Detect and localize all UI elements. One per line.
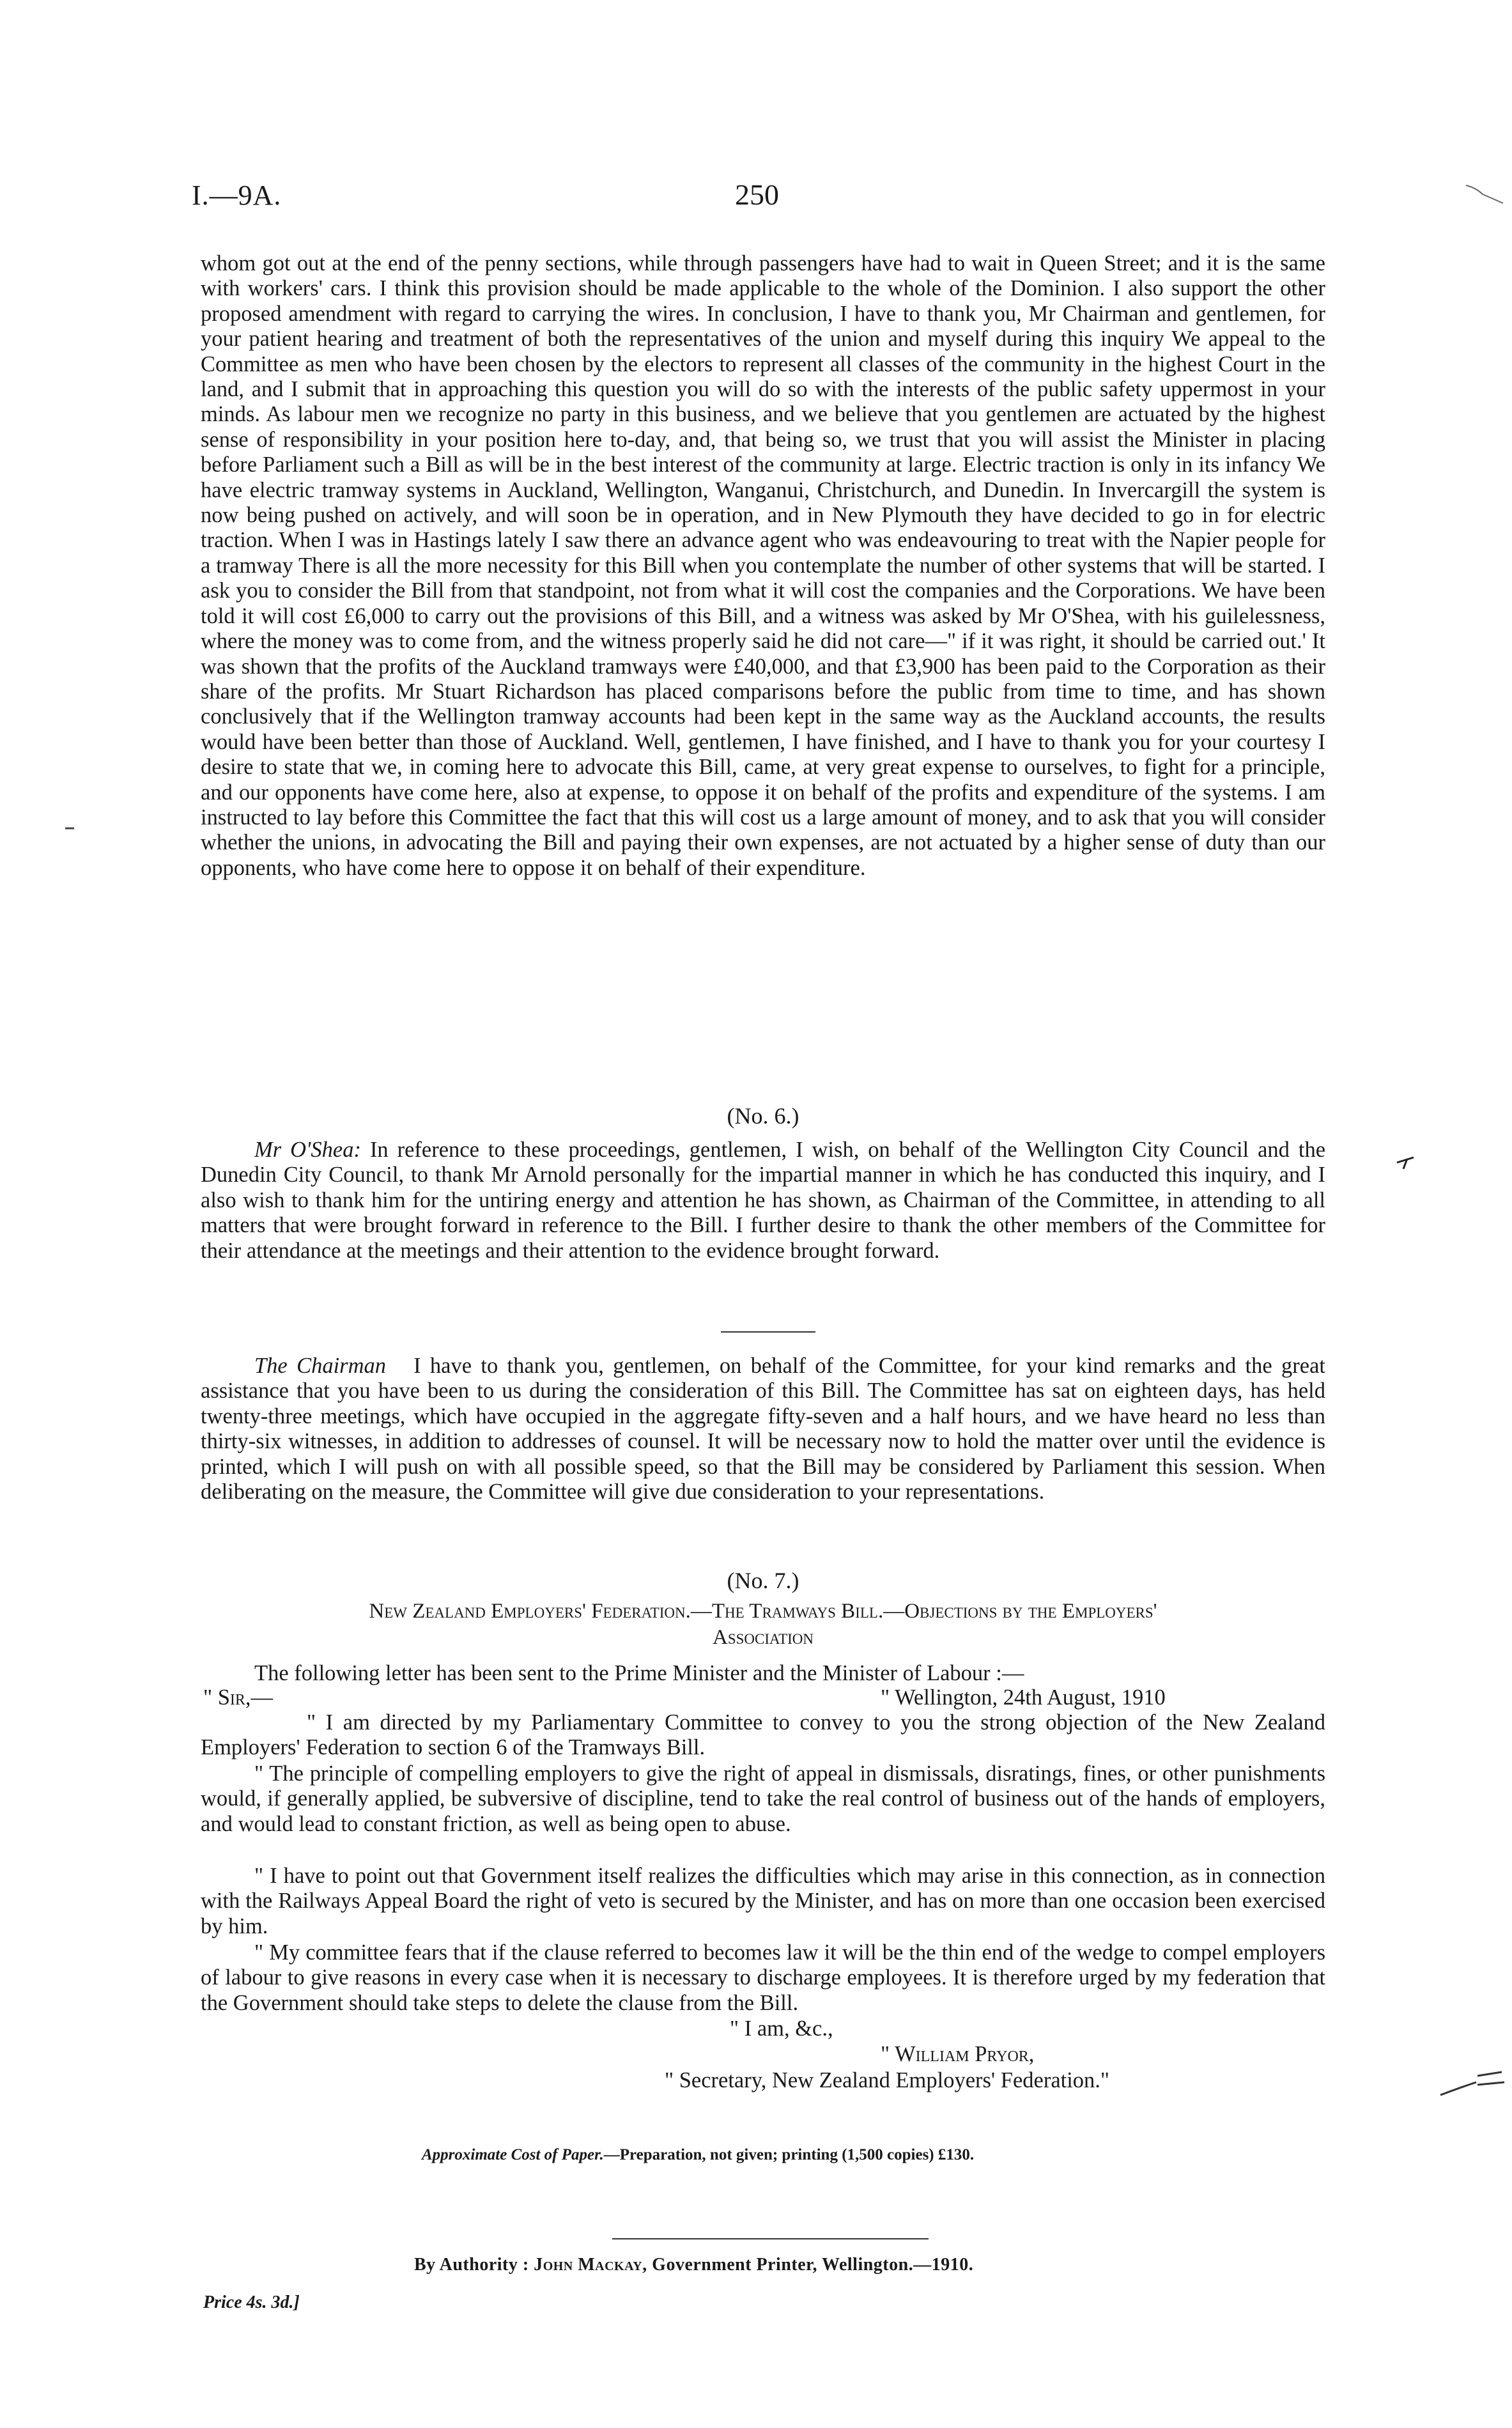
letter-intro: The following letter has been sent to the Prime Minister and the Minister of Labour :— — [254, 1661, 1024, 1685]
paper-cost-note — [422, 2146, 974, 2164]
authority-prefix: By Authority : — [414, 2255, 529, 2275]
letter-dateline: " Wellington, 24th August, 1910 — [881, 1685, 1166, 1710]
speech-continuation-paragraph: whom got out at the end of the penny sections, while through passengers have had to wait in Queen Street; and it is the same with workers' cars. I think this provision should be made applicable to the whole of the Dominion. I also support the other proposed amendment with regard to carrying the wires. In conclusion, I have to thank you, Mr Chairman and gentlemen, for your patient hearing and treatment of both the representatives of the union and myself during this inquiry We appeal to the Committee as men who have been chosen by the electors to represent all classes of the community in the highest Court in the land, and I submit that in approaching this question you will do so with the interests of the public safety uppermost in your minds. As labour men we recognize no party in this business, and we believe that you gentlemen are actuated by the highest sense of responsibility in your position here to-day, and, that being so, we trust that you will assist the Minister in placing before Parliament such a Bill as will be in the best interest of the community at large. Electric traction is only in its infancy We have electric tramway systems in Auckland, Wellington, Wanganui, Christchurch, and Dunedin. In Invercargill the system is now being pushed on actively, and will soon be in operation, and in New Plymouth they have decided to go in for electric traction. When I was in Hastings lately I saw there an advance agent who was endeavouring to treat with the Napier people for a tramway There is all the more necessity for this Bill when you contemplate the number of other systems that will be started. I ask you to consider the Bill from that standpoint, not from what it will cost the companies and the Corporations. We have been told it will cost £6,000 to carry out the provisions of this Bill, and a witness was asked by Mr O'Shea, with his guilelessness, where the money was to come from, and the witness properly said he did not care—" if it was right, it should be carried out.' It was shown that the profits of the Auckland tramways were £40,000, and that £3,900 has been paid to the Corporation as their share of the profits. Mr Stuart Richardson has placed comparisons before the public from time to time, and has shown conclusively that if the Wellington tramway accounts had been kept in the same way as the Auckland accounts, the results would have been better than those of Auckland. Well, gentlemen, I have finished, and I have to thank you for your courtesy I desire to state that we, in coming here to advocate this Bill, came, at very great expense to ourselves, to fight for a principle, and our opponents have come here, also at expense, to oppose it on behalf of the profits and expenditure of the systems. I am instructed to lay before this Committee the fact that this will cost us a large amount of money, and to ask that you will consider whether the unions, in advocating the Bill and paying their own expenses, are not actuated by a higher sense of duty than our opponents, who have come here to oppose it on behalf of their expenditure. — [201, 251, 1325, 880]
paper-cost-text: —Preparation, not given; printing (1,500 copies) £130. — [603, 2146, 975, 2163]
authority-suffix: , Government Printer, Wellington.—1910. — [642, 2255, 974, 2275]
section-heading-no6: (No. 6.) — [727, 1103, 799, 1129]
section-divider — [721, 1331, 815, 1333]
letter-salutation: " Sir,— — [203, 1685, 274, 1710]
margin-mark-top — [1463, 179, 1508, 217]
letter-closing: " I am, &c., — [730, 2016, 833, 2041]
letter-signatory-title: " Secretary, New Zealand Employers' Federation." — [665, 2068, 1110, 2092]
margin-mark-bottom — [1438, 2063, 1508, 2108]
footer-rule — [612, 2238, 929, 2239]
printer-imprint — [414, 2255, 973, 2275]
margin-dot-left — [64, 824, 77, 832]
oshea-text: In reference to these proceedings, gentlemen, I wish, on behalf of the Wellington City Council and the Dunedin City Council, to thank Mr Arnold personally for the impartial manner in which he has conducted this inquiry, and I also wish to thank him for the untiring energy and attention he has shown, as Chairman of the Committee, in attending to all matters that were brought forward in reference to the Bill. I further desire to thank the other members of the Committee for their attendance at the meetings and their attention to the evidence brought forward. — [201, 1138, 1326, 1263]
letter-paragraph-2: " The principle of compelling employers to give the right of appeal in dismissals, disratings, fines, or other punishments would, if generally applied, be subversive of discipline, tend to take the real control of business out of the hands of employers, and would lead to constant friction, as well as being open to abuse. — [201, 1761, 1325, 1836]
chairman-paragraph — [201, 1354, 1325, 1504]
letter-title-line2: Association — [712, 1626, 814, 1649]
document-reference: I.—9A. — [192, 180, 282, 211]
letter-paragraph-1: " I am directed by my Parliamentary Committee to convey to you the strong objection of the New Zealand Employers' Federation to section 6 of the Tramways Bill. — [201, 1710, 1325, 1760]
letter-signature: " William Pryor, — [881, 2042, 1035, 2066]
oshea-paragraph — [201, 1138, 1325, 1264]
letter-paragraph-4: " My committee fears that if the clause referred to becomes law it will be the thin end of the wedge to compel employers of labour to give reasons in every case when it is necessary to discharge employees. It is therefore urged by my federation that the Government should take steps to delete the clause from the Bill. — [201, 1940, 1325, 2015]
letter-paragraph-3: " I have to point out that Government itself realizes the difficulties which may arise in this connection, as in connection with the Railways Appeal Board the right of veto is secured by the Minister, and has on more than one occasion been exercised by him. — [201, 1864, 1325, 1938]
printer-name: John Mackay — [534, 2255, 643, 2275]
price-note: Price 4s. 3d.] — [203, 2293, 300, 2312]
chairman-text: I have to thank you, gentlemen, on behalf of the Committee, for your kind remarks and the great assistance that you have been to us during the consideration of this Bill. The Committee has sat on eighteen days, has held twenty-three meetings, which have occupied in the aggregate fifty-seven and a half hours, and we have heard no less than thirty-six witnesses, in addition to addresses of counsel. It will be necessary now to hold the matter over until the evidence is printed, which I will push on with all possible speed, so that the Bill may be considered by Parliament this session. When deliberating on the measure, the Committee will give due consideration to your representations. — [201, 1354, 1325, 1504]
speaker-chairman: The Chairman — [254, 1354, 387, 1378]
paper-cost-label: Approximate Cost of Paper. — [422, 2146, 604, 2163]
speaker-oshea: Mr O'Shea: — [254, 1138, 361, 1162]
letter-title-line1: New Zealand Employers' Federation.—The Tramways Bill.—Objections by the Employers' — [369, 1600, 1157, 1623]
page-number: 250 — [735, 178, 779, 211]
section-heading-no7: (No. 7.) — [727, 1568, 799, 1593]
margin-tick-right — [1394, 1154, 1420, 1173]
